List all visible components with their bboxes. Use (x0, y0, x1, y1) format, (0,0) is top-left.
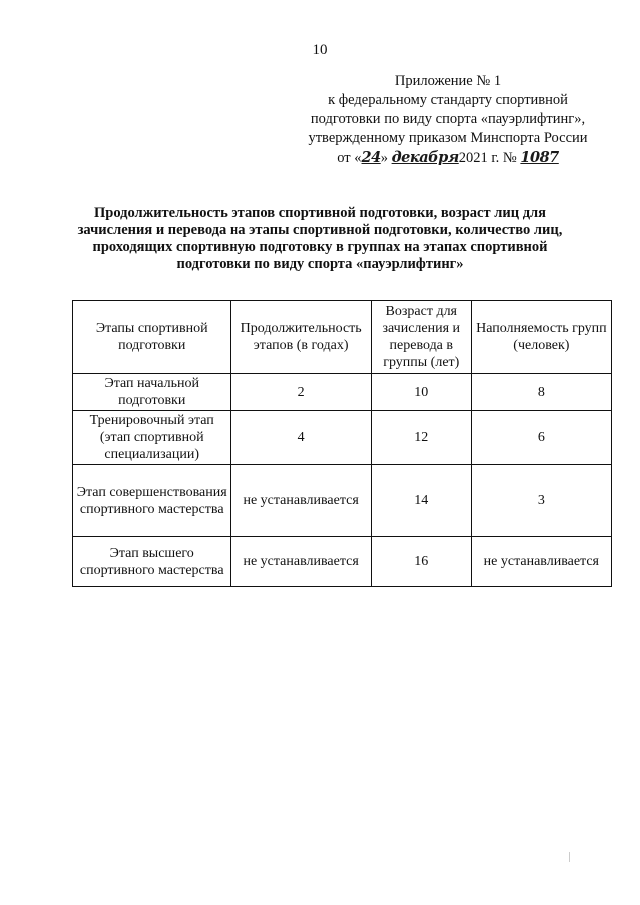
cell-stage: Тренировочный этап (этап спортивной специализации) (73, 411, 231, 465)
appendix-date-line (288, 148, 608, 168)
header-duration: Продолжительность этапов (в годах) (231, 301, 371, 374)
document-title: Продолжительность этапов спортивной подготовки, возраст лиц для зачисления и перевода на этапы спортивной подготовки, количество лиц, проходящих спортивную подготовку в группах на этапах спортивной подготовки по виду спорта «пауэрлифтинг» (77, 205, 563, 272)
appendix-line-3: подготовки по виду спорта «пауэрлифтинг», (310, 111, 586, 127)
cell-stage: Этап совершенствования спортивного мастерства (73, 465, 231, 537)
appendix-line-2: к федеральному стандарту спортивной (328, 92, 568, 108)
cell-duration: 2 (231, 374, 371, 411)
table-row (73, 411, 612, 465)
cell-duration: не устанавливается (231, 465, 371, 537)
appendix-title: Приложение № 1 (394, 73, 502, 89)
header-group-size: Наполняемость групп (человек) (471, 301, 611, 374)
cell-group-size: 6 (471, 411, 611, 465)
date-year: 2021 г. № (458, 150, 521, 166)
table-header-row (73, 301, 612, 374)
handwritten-day: 24 (361, 149, 381, 166)
handwritten-month: декабря (391, 149, 459, 166)
page-number: 10 (312, 42, 328, 58)
date-prefix: от « (337, 150, 362, 166)
stages-table (72, 300, 612, 587)
cell-duration: 4 (231, 411, 371, 465)
cell-age: 16 (371, 537, 471, 587)
header-stages: Этапы спортивной подготовки (73, 301, 231, 374)
table-row (73, 374, 612, 411)
appendix-header (288, 72, 608, 168)
cell-duration: не устанавливается (231, 537, 371, 587)
cell-group-size: 8 (471, 374, 611, 411)
cell-age: 14 (371, 465, 471, 537)
table-row (73, 465, 612, 537)
header-age: Возраст для зачисления и перевода в группы (лет) (371, 301, 471, 374)
scan-mark (569, 852, 570, 862)
appendix-line-4: утвержденному приказом Минспорта России (308, 130, 588, 146)
handwritten-order-number: 1087 (520, 149, 559, 166)
cell-age: 12 (371, 411, 471, 465)
table-row (73, 537, 612, 587)
cell-stage: Этап высшего спортивного мастерства (73, 537, 231, 587)
cell-group-size: 3 (471, 465, 611, 537)
cell-age: 10 (371, 374, 471, 411)
date-mid: » (380, 150, 392, 166)
cell-group-size: не устанавливается (471, 537, 611, 587)
cell-stage: Этап начальной подготовки (73, 374, 231, 411)
